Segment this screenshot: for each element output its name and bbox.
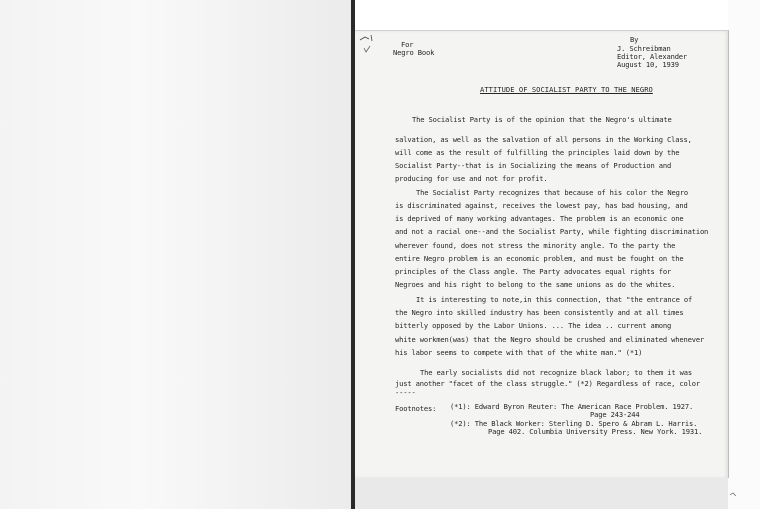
body-line: just another "facet of the class struggle." (*2) Regardless of race, color [395,379,700,388]
for-line-2: Negro Book [393,48,435,57]
body-line: will come as the result of fulfilling the principles laid down by the [395,148,680,157]
body-line: The Socialist Party is of the opinion that the Negro's ultimate [412,115,672,124]
body-line: his labor seems to compete with that of the white man." (*1) [395,348,643,357]
facing-blank-page [0,0,352,509]
body-line: principles of the Class angle. The Party advocates equal rights for [395,267,672,276]
corner-mark [729,492,737,498]
handwritten-marks [357,32,387,62]
body-line: The early socialists did not recognize black labor; to them it was [420,368,692,377]
body-line: Negroes and his right to belong to the same unions as do the whites. [395,280,676,289]
body-line: white workmen(was) that the Negro should be crushed and eliminated whenever [395,335,705,344]
right-margin [728,0,760,509]
footnote-1-line-2: Page 243-244 [590,410,640,419]
body-line: entire Negro problem is an economic problem, and must be fought on the [395,254,684,263]
footnote-2-line-2: Page 402. Columbia University Press. New York. 1931. [488,427,703,436]
footnotes-label: Footnotes: [395,404,437,413]
by-line-1: By [630,35,639,44]
body-line: salvation, as well as the salvation of all persons in the Working Class, [395,135,692,144]
body-line: Socialist Party--that is in Socializing the means of Production and [395,161,672,170]
body-line: the Negro into skilled industry has been consistently and at all times [395,308,684,317]
body-line: is discriminated against, receives the lowest pay, has bad housing, and [395,201,688,210]
body-line: The Socialist Party recognizes that because of his color the Negro [416,188,688,197]
footnote-1-line-1: (*1): Edward Byron Reuter: The American Race Problem. 1927. [450,402,694,411]
by-line-2: J. Schreibman [617,44,671,53]
body-line: It is interesting to note,in this connection, that "the entrance of [416,295,693,304]
body-line: wherever found, does not stress the minority angle. To the party the [395,241,676,250]
body-line: bitterly opposed by the Labor Unions. ... The idea .. current among [395,321,672,330]
for-line-1: For [401,40,414,49]
by-line-4: August 10, 1939 [617,60,679,69]
underlying-page [355,477,728,509]
body-line: is deprived of many working advantages. The problem is an economic one [395,214,684,223]
by-line-3: Editor, Alexander [617,52,688,61]
footnote-2-line-1: (*2): The Black Worker: Sterling D. Spero & Abram L. Harris. [450,419,698,428]
body-line: ----- [395,388,416,397]
body-line: and not a racial one--and the Socialist Party, while fighting discrimination [395,227,709,236]
body-line: producing for use and not for profit. [395,174,548,183]
document-title: ATTITUDE OF SOCIALIST PARTY TO THE NEGRO [480,85,653,94]
